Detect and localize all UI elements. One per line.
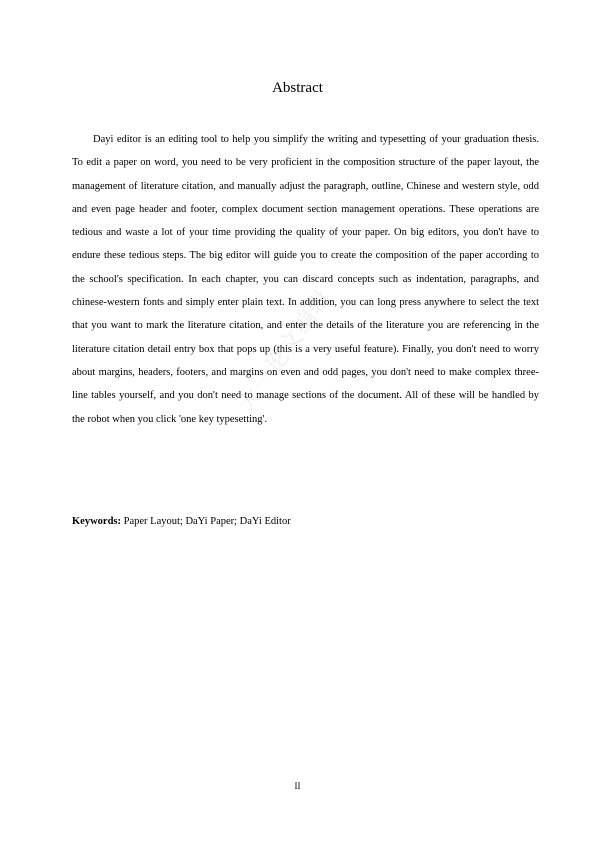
page-number: II bbox=[294, 781, 301, 791]
keywords-value: Paper Layout; DaYi Paper; DaYi Editor bbox=[123, 516, 291, 527]
keywords-line bbox=[72, 512, 539, 532]
watermark: 大一论文编辑 bbox=[234, 284, 338, 418]
keywords-label: Keywords: bbox=[72, 516, 121, 527]
abstract-body: Dayi editor is an editing tool to help you simplify the writing and typesetting of your graduation thesis. To edit a paper on word, you need to be very proficient in the composition structure of the paper layout, the management of literature citation, and manually adjust the paragraph, outline, Chinese and western style, odd and even page header and footer, complex document section management operations. These operations are tedious and waste a lot of your time providing the quality of your paper. On big editors, you don't have to endure these tedious steps. The big editor will guide you to create the composition of the paper according to the school's specification. In each chapter, you can discard concepts such as indentation, paragraphs, and chinese-western fonts and simply enter plain text. In addition, you can long press anywhere to select the text that you want to mark the literature citation, and enter the details of the literature you are referencing in the literature citation detail entry box that pops up (this is a very useful feature). Finally, you don't need to worry about margins, headers, footers, and margins on even and odd pages, you don't need to make complex three-line tables yourself, and you don't need to manage sections of the document. All of these will be handled by the robot when you click 'one key typesetting'. bbox=[72, 134, 539, 425]
abstract-title: Abstract bbox=[272, 80, 323, 96]
